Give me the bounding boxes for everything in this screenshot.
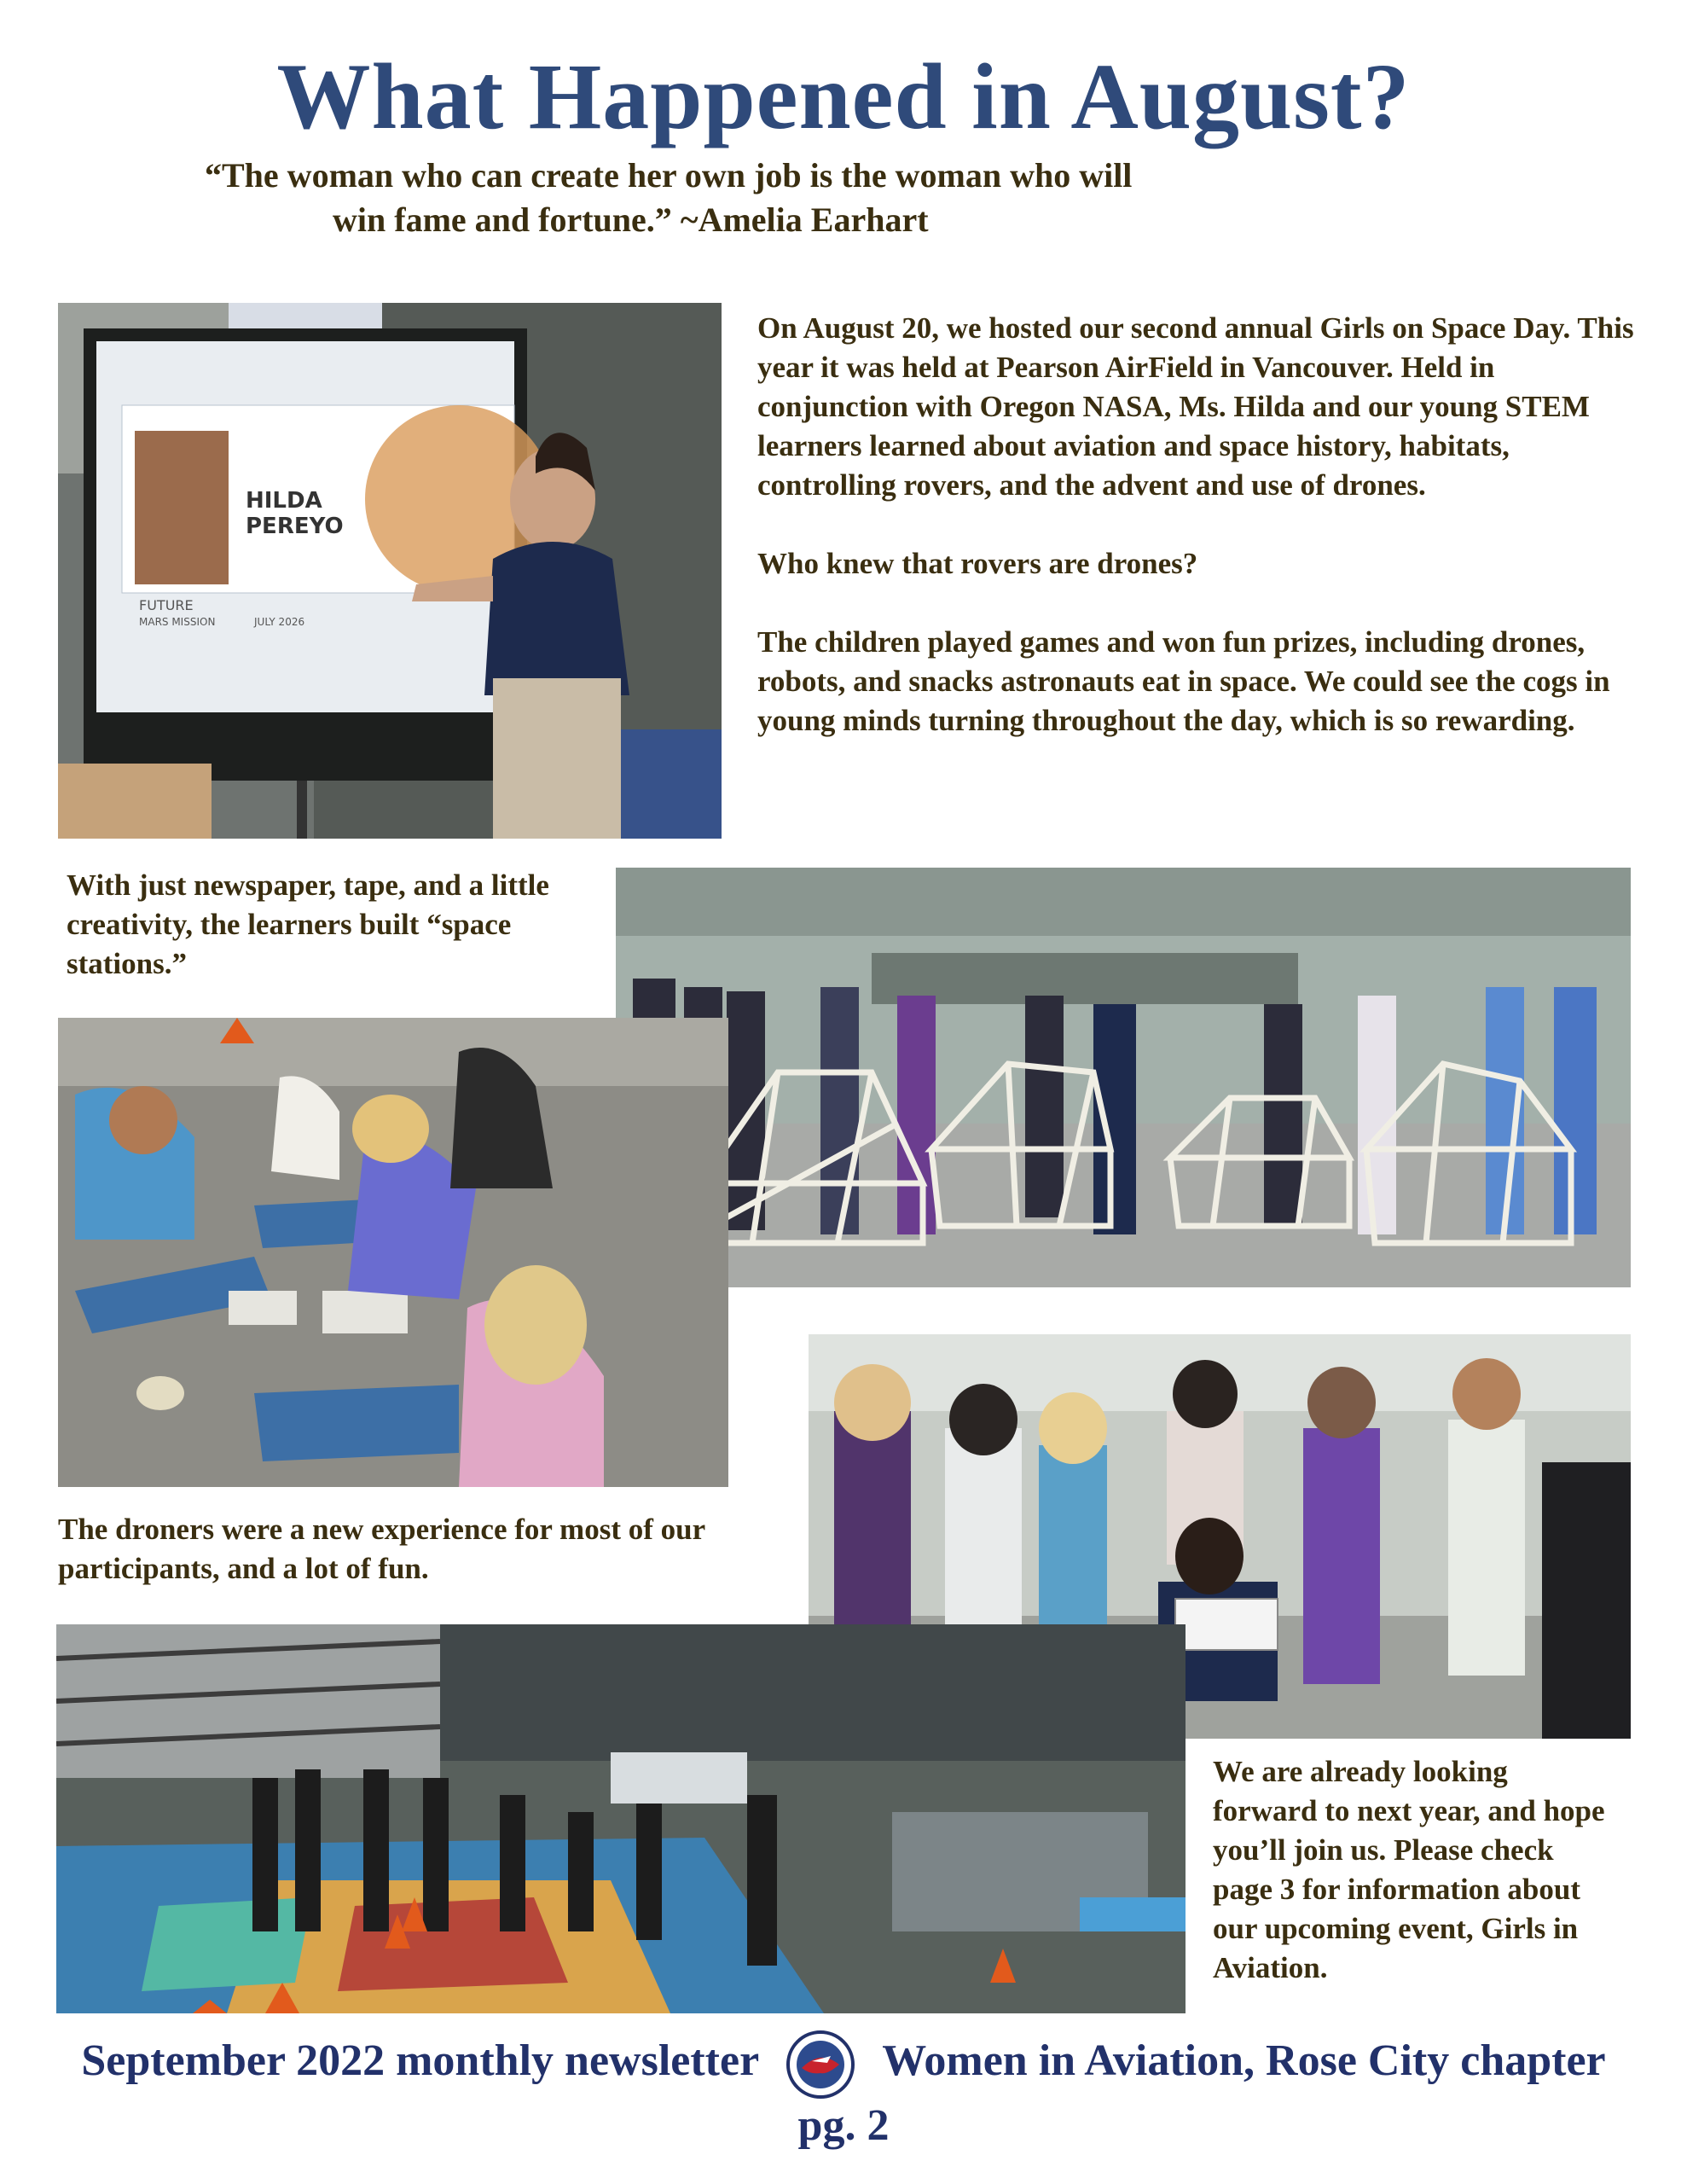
chapter-logo-icon <box>786 2030 855 2099</box>
footer-page-number: pg. 2 <box>797 2101 890 2150</box>
photo-building-on-floor <box>58 1018 728 1487</box>
page-title: What Happened in August? <box>276 44 1411 148</box>
article-paragraph-2: Who knew that rovers are drones? <box>757 547 1198 580</box>
amelia-earhart-quote <box>205 154 1416 242</box>
footer-newsletter-date: September 2022 monthly newsletter <box>81 2036 759 2085</box>
ticket-mission-2: MARS MISSION <box>139 616 216 628</box>
caption-next-year: We are already looking forward to next year, and hope you’ll join us. Please check page 3 for information about our upcoming event, Girls in Aviation. <box>1213 1755 1605 1984</box>
footer-line-1 <box>0 2030 1687 2099</box>
caption-drones: The droners were a new experience for most of our participants, and a lot of fun. <box>58 1513 705 1585</box>
quote-line-1: “The woman who can create her own job is the woman who will <box>205 156 1133 195</box>
quote-line-2: win fame and fortune.” ~Amelia Earhart <box>333 200 929 239</box>
newsletter-footer <box>0 2030 1687 2153</box>
article-text <box>757 309 1644 780</box>
photo-hangar-map <box>56 1624 1186 2013</box>
photo-presenter <box>58 303 722 839</box>
article-paragraph-3: The children played games and won fun prizes, including drones, robots, and snacks astronauts eat in space. We could see the cogs in young minds turning throughout the day, which is so rewarding. <box>757 625 1610 737</box>
ticket-mission-1: FUTURE <box>139 597 194 613</box>
photo-space-stations-group <box>616 868 1631 1287</box>
ticket-date: JULY 2026 <box>254 616 305 628</box>
footer-chapter-name: Women in Aviation, Rose City chapter <box>882 2036 1606 2085</box>
article-paragraph-1: On August 20, we hosted our second annual Girls on Space Day. This year it was held at Pearson AirField in Vancouver. Held in conjunction with Oregon NASA, Ms. Hilda and our young STEM learners learned about aviation and space history, habitats, controlling rovers, and the advent and use of drones. <box>757 311 1634 502</box>
ticket-name-first: HILDA <box>246 488 322 514</box>
ticket-name-last: PEREYO <box>246 514 344 539</box>
caption-space-stations: With just newspaper, tape, and a little creativity, the learners built “space stations.” <box>67 868 549 980</box>
